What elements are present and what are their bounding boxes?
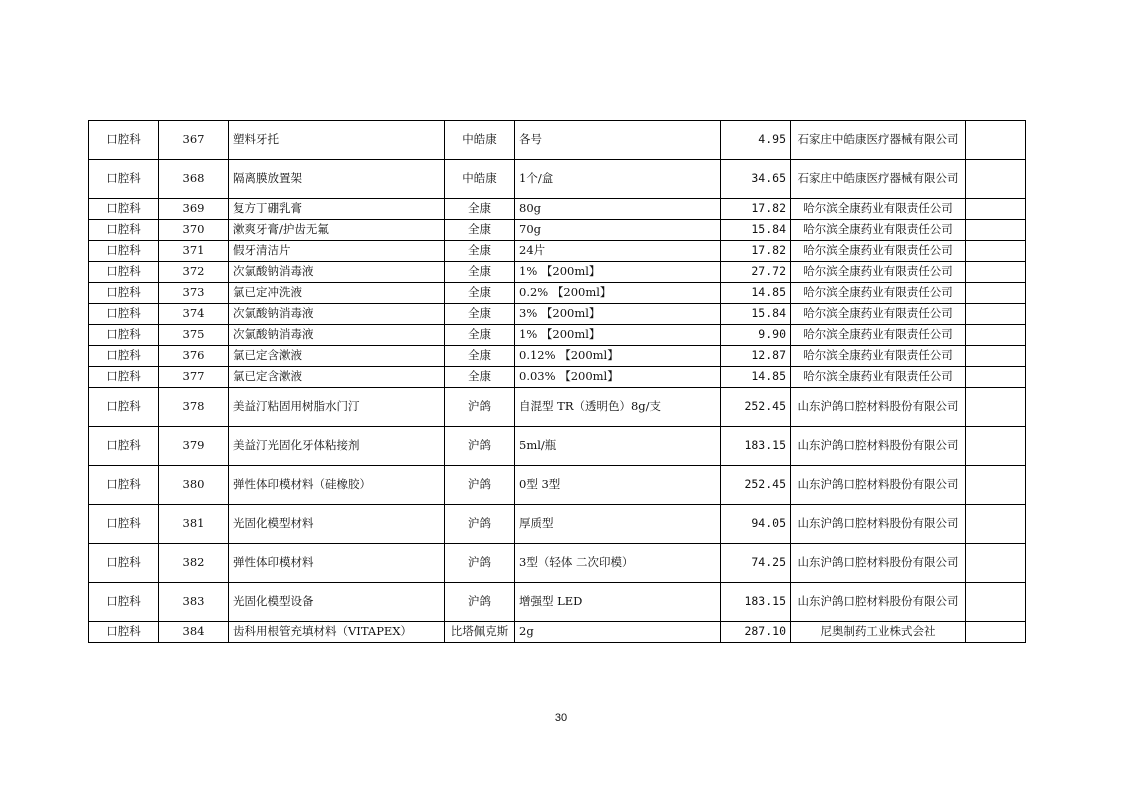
manufacturer-cell: 山东沪鸽口腔材料股份有限公司 [791, 544, 966, 583]
price-cell: 34.65 [721, 160, 791, 199]
department-cell: 口腔科 [89, 583, 159, 622]
item-number-cell: 379 [159, 427, 229, 466]
product-name-cell: 次氯酸钠消毒液 [229, 325, 445, 346]
page-number: 30 [554, 712, 568, 724]
extra-cell [966, 466, 1026, 505]
extra-cell [966, 388, 1026, 427]
department-cell: 口腔科 [89, 622, 159, 643]
extra-cell [966, 583, 1026, 622]
table-row [89, 544, 1026, 583]
item-number-cell: 369 [159, 199, 229, 220]
specification-cell: 80g [515, 199, 721, 220]
brand-cell: 中皓康 [445, 121, 515, 160]
brand-cell: 中皓康 [445, 160, 515, 199]
table-row [89, 304, 1026, 325]
price-cell: 94.05 [721, 505, 791, 544]
department-cell: 口腔科 [89, 466, 159, 505]
price-cell: 15.84 [721, 304, 791, 325]
item-number-cell: 382 [159, 544, 229, 583]
brand-cell: 全康 [445, 325, 515, 346]
department-cell: 口腔科 [89, 304, 159, 325]
item-number-cell: 377 [159, 367, 229, 388]
item-number-cell: 371 [159, 241, 229, 262]
manufacturer-cell: 哈尔滨全康药业有限责任公司 [791, 283, 966, 304]
table-row [89, 325, 1026, 346]
item-number-cell: 384 [159, 622, 229, 643]
price-cell: 252.45 [721, 466, 791, 505]
item-number-cell: 373 [159, 283, 229, 304]
department-cell: 口腔科 [89, 283, 159, 304]
specification-cell: 自混型 TR（透明色）8g/支 [515, 388, 721, 427]
manufacturer-cell: 哈尔滨全康药业有限责任公司 [791, 262, 966, 283]
specification-cell: 3% 【200ml】 [515, 304, 721, 325]
price-cell: 27.72 [721, 262, 791, 283]
item-number-cell: 375 [159, 325, 229, 346]
extra-cell [966, 241, 1026, 262]
extra-cell [966, 199, 1026, 220]
brand-cell: 沪鸽 [445, 544, 515, 583]
manufacturer-cell: 尼奥制药工业株式会社 [791, 622, 966, 643]
specification-cell: 5ml/瓶 [515, 427, 721, 466]
item-number-cell: 380 [159, 466, 229, 505]
manufacturer-cell: 山东沪鸽口腔材料股份有限公司 [791, 388, 966, 427]
price-cell: 17.82 [721, 241, 791, 262]
brand-cell: 全康 [445, 199, 515, 220]
price-cell: 183.15 [721, 427, 791, 466]
specification-cell: 1% 【200ml】 [515, 325, 721, 346]
product-name-cell: 漱爽牙膏/护齿无氟 [229, 220, 445, 241]
item-number-cell: 370 [159, 220, 229, 241]
product-name-cell: 齿科用根管充填材料（VITAPEX） [229, 622, 445, 643]
price-cell: 9.90 [721, 325, 791, 346]
product-name-cell: 美益汀粘固用树脂水门汀 [229, 388, 445, 427]
product-name-cell: 光固化模型设备 [229, 583, 445, 622]
department-cell: 口腔科 [89, 241, 159, 262]
manufacturer-cell: 哈尔滨全康药业有限责任公司 [791, 199, 966, 220]
specification-cell: 0型 3型 [515, 466, 721, 505]
item-number-cell: 372 [159, 262, 229, 283]
table-row [89, 346, 1026, 367]
product-name-cell: 复方丁硼乳膏 [229, 199, 445, 220]
item-number-cell: 378 [159, 388, 229, 427]
product-name-cell: 隔离膜放置架 [229, 160, 445, 199]
department-cell: 口腔科 [89, 121, 159, 160]
product-name-cell: 氯已定冲洗液 [229, 283, 445, 304]
table-row [89, 388, 1026, 427]
table-row [89, 199, 1026, 220]
table-body [89, 121, 1026, 643]
brand-cell: 沪鸽 [445, 427, 515, 466]
extra-cell [966, 367, 1026, 388]
manufacturer-cell: 哈尔滨全康药业有限责任公司 [791, 367, 966, 388]
manufacturer-cell: 哈尔滨全康药业有限责任公司 [791, 241, 966, 262]
product-name-cell: 弹性体印模材料 [229, 544, 445, 583]
brand-cell: 沪鸽 [445, 388, 515, 427]
brand-cell: 沪鸽 [445, 583, 515, 622]
manufacturer-cell: 哈尔滨全康药业有限责任公司 [791, 325, 966, 346]
table-row [89, 220, 1026, 241]
product-name-cell: 氯已定含漱液 [229, 367, 445, 388]
department-cell: 口腔科 [89, 427, 159, 466]
department-cell: 口腔科 [89, 220, 159, 241]
department-cell: 口腔科 [89, 160, 159, 199]
extra-cell [966, 346, 1026, 367]
manufacturer-cell: 山东沪鸽口腔材料股份有限公司 [791, 505, 966, 544]
specification-cell: 各号 [515, 121, 721, 160]
manufacturer-cell: 山东沪鸽口腔材料股份有限公司 [791, 583, 966, 622]
specification-cell: 1个/盒 [515, 160, 721, 199]
price-cell: 4.95 [721, 121, 791, 160]
extra-cell [966, 544, 1026, 583]
table-row [89, 121, 1026, 160]
table-row [89, 241, 1026, 262]
specification-cell: 70g [515, 220, 721, 241]
department-cell: 口腔科 [89, 262, 159, 283]
extra-cell [966, 220, 1026, 241]
item-number-cell: 376 [159, 346, 229, 367]
brand-cell: 全康 [445, 367, 515, 388]
specification-cell: 1% 【200ml】 [515, 262, 721, 283]
brand-cell: 沪鸽 [445, 505, 515, 544]
manufacturer-cell: 山东沪鸽口腔材料股份有限公司 [791, 466, 966, 505]
product-name-cell: 塑料牙托 [229, 121, 445, 160]
item-number-cell: 383 [159, 583, 229, 622]
manufacturer-cell: 山东沪鸽口腔材料股份有限公司 [791, 427, 966, 466]
specification-cell: 增强型 LED [515, 583, 721, 622]
price-cell: 14.85 [721, 283, 791, 304]
department-cell: 口腔科 [89, 199, 159, 220]
item-number-cell: 368 [159, 160, 229, 199]
department-cell: 口腔科 [89, 346, 159, 367]
specification-cell: 24片 [515, 241, 721, 262]
product-name-cell: 美益汀光固化牙体粘接剂 [229, 427, 445, 466]
department-cell: 口腔科 [89, 325, 159, 346]
brand-cell: 沪鸽 [445, 466, 515, 505]
specification-cell: 2g [515, 622, 721, 643]
table-row [89, 160, 1026, 199]
extra-cell [966, 622, 1026, 643]
product-name-cell: 次氯酸钠消毒液 [229, 304, 445, 325]
department-cell: 口腔科 [89, 388, 159, 427]
price-cell: 12.87 [721, 346, 791, 367]
extra-cell [966, 505, 1026, 544]
specification-cell: 0.12% 【200ml】 [515, 346, 721, 367]
product-name-cell: 弹性体印模材料（硅橡胶） [229, 466, 445, 505]
extra-cell [966, 427, 1026, 466]
department-cell: 口腔科 [89, 505, 159, 544]
manufacturer-cell: 哈尔滨全康药业有限责任公司 [791, 346, 966, 367]
product-name-cell: 光固化模型材料 [229, 505, 445, 544]
table-row [89, 622, 1026, 643]
manufacturer-cell: 石家庄中皓康医疗器械有限公司 [791, 121, 966, 160]
extra-cell [966, 304, 1026, 325]
specification-cell: 厚质型 [515, 505, 721, 544]
brand-cell: 全康 [445, 220, 515, 241]
price-cell: 287.10 [721, 622, 791, 643]
brand-cell: 全康 [445, 262, 515, 283]
table-row [89, 367, 1026, 388]
brand-cell: 全康 [445, 346, 515, 367]
price-cell: 183.15 [721, 583, 791, 622]
table-row [89, 427, 1026, 466]
product-name-cell: 假牙清洁片 [229, 241, 445, 262]
extra-cell [966, 262, 1026, 283]
extra-cell [966, 121, 1026, 160]
extra-cell [966, 160, 1026, 199]
price-cell: 17.82 [721, 199, 791, 220]
brand-cell: 全康 [445, 241, 515, 262]
product-name-cell: 次氯酸钠消毒液 [229, 262, 445, 283]
table-row [89, 466, 1026, 505]
brand-cell: 比塔佩克斯 [445, 622, 515, 643]
specification-cell: 0.2% 【200ml】 [515, 283, 721, 304]
department-cell: 口腔科 [89, 367, 159, 388]
price-cell: 74.25 [721, 544, 791, 583]
table-row [89, 262, 1026, 283]
price-cell: 14.85 [721, 367, 791, 388]
specification-cell: 0.03% 【200ml】 [515, 367, 721, 388]
item-number-cell: 367 [159, 121, 229, 160]
item-number-cell: 374 [159, 304, 229, 325]
specification-cell: 3型（轻体 二次印模） [515, 544, 721, 583]
price-table [88, 120, 1026, 643]
table-row [89, 583, 1026, 622]
brand-cell: 全康 [445, 283, 515, 304]
price-cell: 15.84 [721, 220, 791, 241]
department-cell: 口腔科 [89, 544, 159, 583]
table-row [89, 505, 1026, 544]
product-name-cell: 氯已定含漱液 [229, 346, 445, 367]
manufacturer-cell: 哈尔滨全康药业有限责任公司 [791, 220, 966, 241]
brand-cell: 全康 [445, 304, 515, 325]
table-row [89, 283, 1026, 304]
price-cell: 252.45 [721, 388, 791, 427]
manufacturer-cell: 哈尔滨全康药业有限责任公司 [791, 304, 966, 325]
item-number-cell: 381 [159, 505, 229, 544]
manufacturer-cell: 石家庄中皓康医疗器械有限公司 [791, 160, 966, 199]
extra-cell [966, 283, 1026, 304]
extra-cell [966, 325, 1026, 346]
